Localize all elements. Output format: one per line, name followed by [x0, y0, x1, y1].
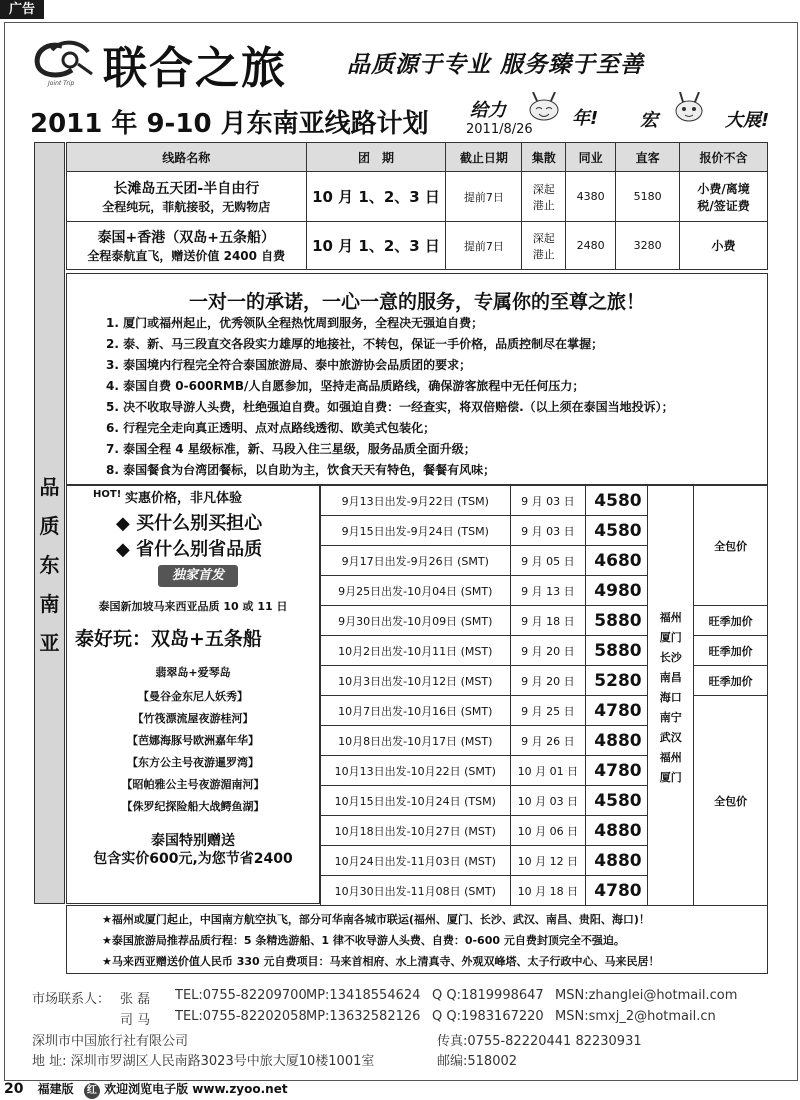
- list-item: 【昭帕雅公主号夜游湄南河】: [121, 778, 265, 791]
- brand-slogan: 品质源于专业 服务臻于至善: [347, 52, 645, 78]
- contact-tel: TEL:0755-82209700: [175, 988, 307, 1003]
- departure-deadline: 10 月 12 日: [510, 846, 586, 876]
- table-row: [321, 636, 768, 666]
- header-hub: 集散: [522, 143, 566, 172]
- header-deadline: 截止日期: [446, 143, 522, 172]
- slogan2-d: 大展!: [725, 110, 770, 131]
- contact-qq: Q Q:1819998647: [432, 988, 544, 1003]
- ad-tag: 广告: [0, 0, 44, 19]
- departure-deadline: 9 月 18 日: [510, 606, 586, 636]
- departure-deadline: 9 月 03 日: [510, 516, 586, 546]
- departure-route: 10月2日出发-10月11日 (MST): [321, 636, 511, 666]
- departure-deadline: 10 月 01 日: [510, 756, 586, 786]
- slogan2-c: 宏: [640, 110, 658, 131]
- slogan2-b: 年!: [572, 108, 599, 129]
- promo-highlight-label: 泰好玩：: [75, 628, 152, 650]
- route-name: 长滩岛五天团-半自由行: [113, 181, 260, 197]
- note-line: ★马来西亚赠送价值人民币 330 元自费项目：马来首相府、水上清真寺、外观双峰塔、太子行政中心、马来民居！: [102, 955, 660, 968]
- departure-deadline: 10 月 03 日: [510, 786, 586, 816]
- departure-deadline: 9 月 13 日: [510, 576, 586, 606]
- header-period: 团 期: [306, 143, 446, 172]
- route-period: 10 月 1、2、3 日: [306, 172, 446, 222]
- promo-line-text: 买什么别买担心: [136, 513, 263, 534]
- side-char: 质: [39, 514, 60, 538]
- departure-route: 10月8日出发-10月17日 (MST): [321, 726, 511, 756]
- route-table-header: [67, 143, 768, 172]
- list-item: 3. 泰国境内行程完全符合泰国旅游局、泰中旅游协会品质团的要求；: [106, 358, 472, 372]
- route-excluded: 税/签证费: [697, 198, 750, 213]
- contact-mobile: MP:13418554624: [306, 988, 421, 1003]
- departure-price: 4880: [586, 726, 648, 756]
- hub-city: 海口: [659, 690, 682, 704]
- bunny-face-icon: [672, 92, 706, 122]
- route-trade-price: 4380: [566, 172, 616, 222]
- departure-deadline: 10 月 06 日: [510, 816, 586, 846]
- departure-route: 10月18日出发-10月27日 (MST): [321, 816, 511, 846]
- contact-mobile: MP:13632582126: [306, 1009, 421, 1024]
- route-deadline: 提前7日: [446, 172, 522, 222]
- route-table: [66, 142, 768, 270]
- hub-city: 福州: [659, 610, 682, 624]
- list-item: 8. 泰国餐食为台湾团餐标，以自助为主，饮食天天有特色，餐餐有风味；: [106, 463, 496, 477]
- price-note: 旺季加价: [694, 666, 768, 696]
- price-note: 旺季加价: [694, 606, 768, 636]
- footer-text: 欢迎浏览电子版: [104, 1082, 189, 1096]
- footer-url[interactable]: www.zyoo.net: [192, 1082, 288, 1096]
- departure-price: 4680: [586, 546, 648, 576]
- route-hub-end: 港止: [532, 247, 555, 261]
- list-item: 7. 泰国全程 4 星级标准，新、马段入住三星级，服务品质全面升级；: [106, 442, 476, 456]
- route-direct-price: 3280: [616, 222, 680, 270]
- departure-price: 4580: [586, 786, 648, 816]
- route-desc: 全程泰航直飞，赠送价值 2400 自费: [87, 249, 286, 263]
- route-hub-start: 深起: [532, 182, 555, 196]
- page-number: 20: [4, 1081, 24, 1097]
- route-excluded: 小费/离境: [697, 181, 750, 196]
- price-note: 旺季加价: [694, 636, 768, 666]
- list-item: 1. 厦门或福州起止，优秀领队全程热忱周到服务，全程决无强迫自费；: [106, 316, 484, 330]
- company-fax: 传真:0755-82220441 82230931: [437, 1034, 642, 1049]
- contact-tel: TEL:0755-82202058: [175, 1009, 307, 1024]
- departure-price: 4780: [586, 756, 648, 786]
- promo-islands: 翡翠岛+爱琴岛: [155, 666, 231, 679]
- plan-date: 2011/8/26: [466, 122, 533, 137]
- hub-spacer: [648, 486, 694, 606]
- list-item: 6. 行程完全走向真正透明、点对点路线透彻、欧美式包装化；: [106, 421, 436, 435]
- edition-badge: 红: [84, 1083, 100, 1099]
- header-route: 线路名称: [67, 143, 307, 172]
- promo-highlight-value: 双岛+五条船: [151, 628, 262, 650]
- brand-name: 联合之旅: [103, 43, 287, 94]
- list-item: 【芭娜海豚号欧洲嘉年华】: [127, 734, 259, 747]
- hub-city: 福州: [659, 750, 682, 764]
- departure-price: 4580: [586, 486, 648, 516]
- hot-badge: HOT!: [93, 489, 122, 500]
- price-note: 全包价: [694, 486, 768, 606]
- contact-name: 张 磊: [120, 992, 151, 1007]
- plan-title: 2011 年 9-10 月东南亚线路计划: [30, 109, 429, 139]
- brand-logo: [32, 38, 98, 82]
- contact-msn: MSN:smxj_2@hotmail.cn: [555, 1009, 716, 1024]
- departure-route: 9月25日出发-10月04日 (SMT): [321, 576, 511, 606]
- route-excluded: 小费: [680, 222, 768, 270]
- departure-route: 9月17日出发-9月26日 (SMT): [321, 546, 511, 576]
- hub-city: 南昌: [659, 670, 682, 684]
- list-item: 2. 泰、新、马三段直交各段实力雄厚的地接社，不转包，保证一手价格，品质控制尽在掌握；: [106, 337, 604, 351]
- promo-highlight: [75, 624, 262, 651]
- company-postcode: 邮编:518002: [437, 1054, 518, 1069]
- departure-route: 10月15日出发-10月24日 (TSM): [321, 786, 511, 816]
- header-direct: 直客: [616, 143, 680, 172]
- gift-detail: 包含实价600元,为您节省2400: [93, 851, 293, 867]
- note-line: ★福州或厦门起止，中国南方航空执飞，部分可华南各城市联运(福州、厦门、长沙、武汉、南昌、贵阳、海口)！: [102, 913, 650, 926]
- header-excluded: 报价不含: [680, 143, 768, 172]
- departure-deadline: 9 月 03 日: [510, 486, 586, 516]
- edition: 福建版: [37, 1082, 74, 1096]
- hub-city: 南宁: [659, 710, 682, 724]
- departure-table: [320, 485, 768, 906]
- gift-title: 泰国特别赠送: [151, 833, 235, 849]
- departure-price: 4880: [586, 846, 648, 876]
- table-row: [67, 172, 768, 222]
- list-item: 4. 泰国自费 0-600RMB/人自愿参加，坚持走高品质路线，确保游客旅程中无任何压力；: [106, 379, 585, 393]
- side-char: 品: [39, 475, 60, 499]
- departure-price: 4880: [586, 816, 648, 846]
- table-row: [321, 606, 768, 636]
- table-row: [321, 486, 768, 516]
- price-note: 全包价: [694, 696, 768, 906]
- list-item: 5. 决不收取导游人头费，杜绝强迫自费。如强迫自费：一经查实，将双倍赔偿.（以上须在泰国当地投诉）；: [106, 400, 674, 414]
- route-desc: 全程纯玩，菲航接驳，无购物店: [102, 200, 271, 214]
- departure-deadline: 9 月 20 日: [510, 636, 586, 666]
- side-char: 南: [39, 592, 60, 616]
- departure-price: 4580: [586, 516, 648, 546]
- departure-price: 5280: [586, 666, 648, 696]
- list-item: 【东方公主号夜游暹罗湾】: [127, 756, 259, 769]
- departure-route: 10月7日出发-10月16日 (SMT): [321, 696, 511, 726]
- note-line: ★泰国旅游局推荐品质行程：5 条精选游船、1 律不收导游人头费、自费：0-600 元自费封顶完全不强迫。: [102, 934, 625, 947]
- contact-qq: Q Q:1983167220: [432, 1009, 544, 1024]
- hot-text: 实惠价格，非凡体验: [125, 491, 243, 506]
- departure-price: 5880: [586, 606, 648, 636]
- route-trade-price: 2480: [566, 222, 616, 270]
- departure-price: 4780: [586, 696, 648, 726]
- promo-items: [66, 688, 320, 820]
- page-footer: [4, 1080, 796, 1099]
- list-item: 【侏罗纪探险船大战鳄鱼湖】: [121, 800, 265, 813]
- promo-line-text: 省什么别省品质: [136, 539, 263, 560]
- table-row: [321, 666, 768, 696]
- departure-price: 4980: [586, 576, 648, 606]
- hub-city: 武汉: [659, 730, 682, 744]
- promo-sub: 泰国新加坡马来西亚品质 10 或 11 日: [98, 600, 288, 613]
- route-period: 10 月 1、2、3 日: [306, 222, 446, 270]
- departure-price: 4780: [586, 876, 648, 906]
- departure-deadline: 10 月 18 日: [510, 876, 586, 906]
- list-item: 【曼谷金东尼人妖秀】: [138, 690, 248, 703]
- hub-city: 厦门: [659, 630, 682, 644]
- rabbit-face-icon: [527, 92, 561, 122]
- departure-deadline: 9 月 20 日: [510, 666, 586, 696]
- logo-subtext: Joint Trip: [48, 80, 75, 87]
- notes-box: [66, 905, 768, 974]
- header-trade: 同业: [566, 143, 616, 172]
- hub-city: 厦门: [659, 770, 682, 784]
- side-char: 亚: [39, 631, 60, 655]
- promo-line: ◆ 买什么别买担心: [116, 513, 263, 534]
- slogan2-a: 给力: [470, 100, 506, 121]
- route-direct-price: 5180: [616, 172, 680, 222]
- table-row: [321, 696, 768, 726]
- departure-route: 9月15日出发-9月24日 (TSM): [321, 516, 511, 546]
- departure-deadline: 9 月 25 日: [510, 696, 586, 726]
- contact-name: 司 马: [120, 1013, 151, 1028]
- promo-line: ◆ 省什么别省品质: [116, 539, 263, 560]
- table-row: [67, 222, 768, 270]
- departure-route: 10月3日出发-10月12日 (MST): [321, 666, 511, 696]
- route-name: 泰国+香港（双岛+五条船）: [97, 230, 276, 246]
- contact-role: 市场联系人：: [32, 992, 111, 1007]
- route-hub-start: 深起: [532, 231, 555, 245]
- departure-route: 9月30日出发-10月09日 (SMT): [321, 606, 511, 636]
- departure-route: 9月13日出发-9月22日 (TSM): [321, 486, 511, 516]
- route-deadline: 提前7日: [446, 222, 522, 270]
- departure-route: 10月24日出发-11月03日 (MST): [321, 846, 511, 876]
- departure-route: 10月13日出发-10月22日 (SMT): [321, 756, 511, 786]
- hub-cities: [648, 606, 694, 906]
- company-address: 地 址: 深圳市罗湖区人民南路3023号中旅大厦10楼1001室: [32, 1054, 375, 1069]
- promise-list: [106, 313, 674, 481]
- exclusive-stamp: 独家首发: [158, 565, 238, 587]
- departure-route: 10月30日出发-11月08日 (SMT): [321, 876, 511, 906]
- company-name: 深圳市中国旅行社有限公司: [32, 1034, 189, 1049]
- departure-deadline: 9 月 05 日: [510, 546, 586, 576]
- list-item: 【竹筏漂流屋夜游桂河】: [132, 712, 254, 725]
- promise-title: 一对一的承诺，一心一意的服务，专属你的至尊之旅！: [188, 291, 645, 313]
- departure-deadline: 9 月 26 日: [510, 726, 586, 756]
- side-char: 东: [39, 553, 60, 577]
- departure-price: 5880: [586, 636, 648, 666]
- side-label: [34, 142, 65, 904]
- hub-city: 长沙: [659, 650, 682, 664]
- route-hub-end: 港止: [532, 198, 555, 212]
- contact-msn: MSN:zhanglei@hotmail.com: [555, 988, 738, 1003]
